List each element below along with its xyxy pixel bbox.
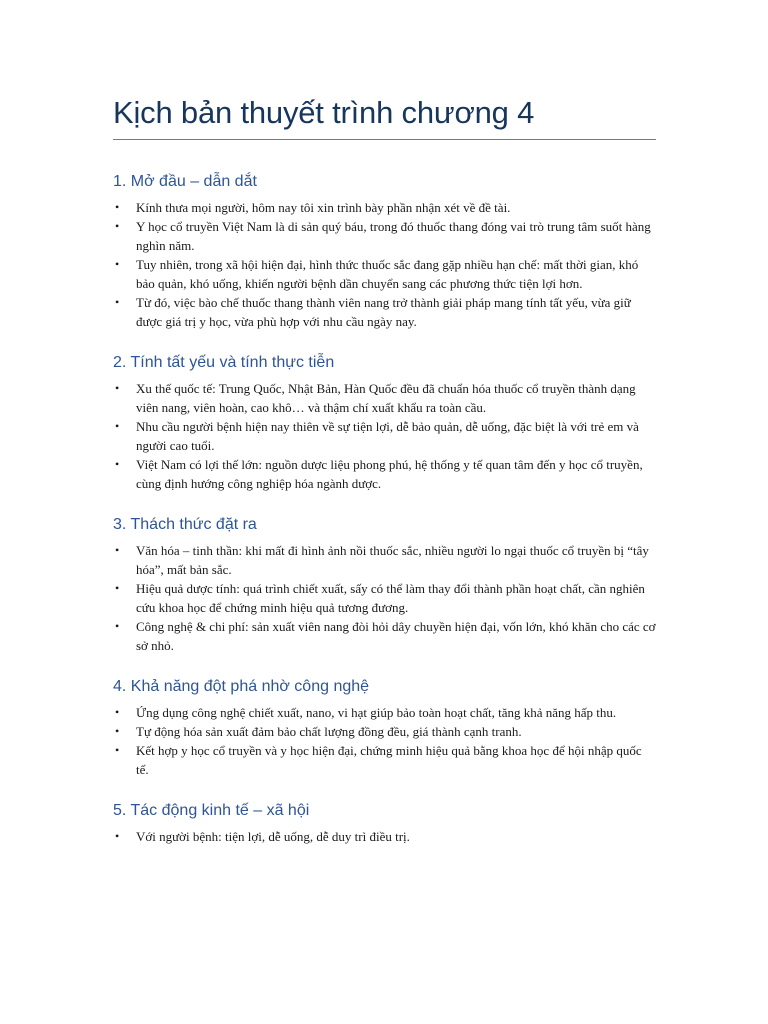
section-4 bbox=[113, 678, 656, 779]
bullet-icon: • bbox=[115, 829, 120, 843]
list-item-text: Y học cổ truyền Việt Nam là di sản quý báu, trong đó thuốc thang đóng vai trò trung tâm suốt hàng nghìn năm. bbox=[136, 219, 651, 253]
bullet-list bbox=[113, 379, 656, 493]
bullet-icon: • bbox=[115, 200, 120, 214]
list-item-text: Nhu cầu người bệnh hiện nay thiên về sự tiện lợi, dễ bảo quản, dễ uống, đặc biệt là với trẻ em và người cao tuổi. bbox=[136, 419, 639, 453]
section-heading: 1. Mở đầu – dẫn dắt bbox=[113, 173, 257, 190]
section-3 bbox=[113, 516, 656, 655]
bullet-list bbox=[113, 541, 656, 655]
section-1 bbox=[113, 173, 656, 331]
list-item-text: Từ đó, việc bào chế thuốc thang thành viên nang trở thành giải pháp mang tính tất yếu, vừa giữ được giá trị y học, vừa phù hợp với nhu cầu ngày nay. bbox=[136, 295, 631, 329]
bullet-icon: • bbox=[115, 457, 120, 471]
list-item bbox=[113, 722, 656, 741]
bullet-icon: • bbox=[115, 381, 120, 395]
list-item bbox=[113, 217, 656, 255]
bullet-list bbox=[113, 703, 656, 779]
list-item-text: Kết hợp y học cổ truyền và y học hiện đại, chứng minh hiệu quả bằng khoa học để hội nhập quốc tế. bbox=[136, 743, 642, 777]
list-item bbox=[113, 255, 656, 293]
section-5 bbox=[113, 802, 656, 846]
list-item-text: Công nghệ & chi phí: sản xuất viên nang đòi hỏi dây chuyền hiện đại, vốn lớn, khó khăn cho các cơ sở nhỏ. bbox=[136, 619, 656, 653]
bullet-icon: • bbox=[115, 724, 120, 738]
bullet-icon: • bbox=[115, 743, 120, 757]
section-heading: 5. Tác động kinh tế – xã hội bbox=[113, 802, 310, 819]
list-item bbox=[113, 198, 656, 217]
section-2 bbox=[113, 354, 656, 493]
list-item bbox=[113, 417, 656, 455]
bullet-icon: • bbox=[115, 257, 120, 271]
list-item bbox=[113, 827, 656, 846]
list-item bbox=[113, 541, 656, 579]
list-item-text: Kính thưa mọi người, hôm nay tôi xin trình bày phần nhận xét về đề tài. bbox=[136, 200, 511, 215]
section-heading: 4. Khả năng đột phá nhờ công nghệ bbox=[113, 678, 370, 695]
bullet-icon: • bbox=[115, 619, 120, 633]
list-item-text: Xu thế quốc tế: Trung Quốc, Nhật Bản, Hàn Quốc đều đã chuẩn hóa thuốc cổ truyền thành dạng viên nang, viên hoàn, cao khô… và thậm chí xuất khẩu ra toàn cầu. bbox=[136, 381, 636, 415]
bullet-icon: • bbox=[115, 295, 120, 309]
list-item bbox=[113, 455, 656, 493]
list-item-text: Tuy nhiên, trong xã hội hiện đại, hình thức thuốc sắc đang gặp nhiều hạn chế: mất thời gian, khó bảo quản, khó uống, khiến người bệnh dần chuyển sang các phương thức tiện lợi hơn. bbox=[136, 257, 639, 291]
list-item-text: Việt Nam có lợi thế lớn: nguồn dược liệu phong phú, hệ thống y tế quan tâm đến y học cổ truyền, cùng định hướng công nghiệp hóa ngành dược. bbox=[136, 457, 643, 491]
bullet-icon: • bbox=[115, 705, 120, 719]
list-item bbox=[113, 741, 656, 779]
list-item bbox=[113, 379, 656, 417]
list-item-text: Hiệu quả dược tính: quá trình chiết xuất, sấy có thể làm thay đổi thành phần hoạt chất, cần nghiên cứu khoa học để chứng minh hiệu quả tương đương. bbox=[136, 581, 645, 615]
list-item-text: Ứng dụng công nghệ chiết xuất, nano, vi hạt giúp bảo toàn hoạt chất, tăng khả năng hấp thu. bbox=[136, 705, 617, 720]
list-item-text: Tự động hóa sản xuất đảm bảo chất lượng đồng đều, giá thành cạnh tranh. bbox=[136, 724, 522, 739]
section-heading: 2. Tính tất yếu và tính thực tiễn bbox=[113, 354, 335, 371]
list-item-text: Văn hóa – tinh thần: khi mất đi hình ảnh nồi thuốc sắc, nhiều người lo ngại thuốc cổ truyền bị “tây hóa”, mất bản sắc. bbox=[136, 543, 649, 577]
section-heading: 3. Thách thức đặt ra bbox=[113, 516, 257, 533]
bullet-icon: • bbox=[115, 543, 120, 557]
list-item bbox=[113, 617, 656, 655]
bullet-icon: • bbox=[115, 219, 120, 233]
list-item bbox=[113, 703, 656, 722]
list-item bbox=[113, 293, 656, 331]
list-item-text: Với người bệnh: tiện lợi, dễ uống, dễ duy trì điều trị. bbox=[136, 829, 410, 844]
bullet-list bbox=[113, 827, 656, 846]
document-body bbox=[113, 173, 656, 846]
bullet-list bbox=[113, 198, 656, 331]
list-item bbox=[113, 579, 656, 617]
bullet-icon: • bbox=[115, 419, 120, 433]
document-title: Kịch bản thuyết trình chương 4 bbox=[113, 95, 656, 140]
bullet-icon: • bbox=[115, 581, 120, 595]
